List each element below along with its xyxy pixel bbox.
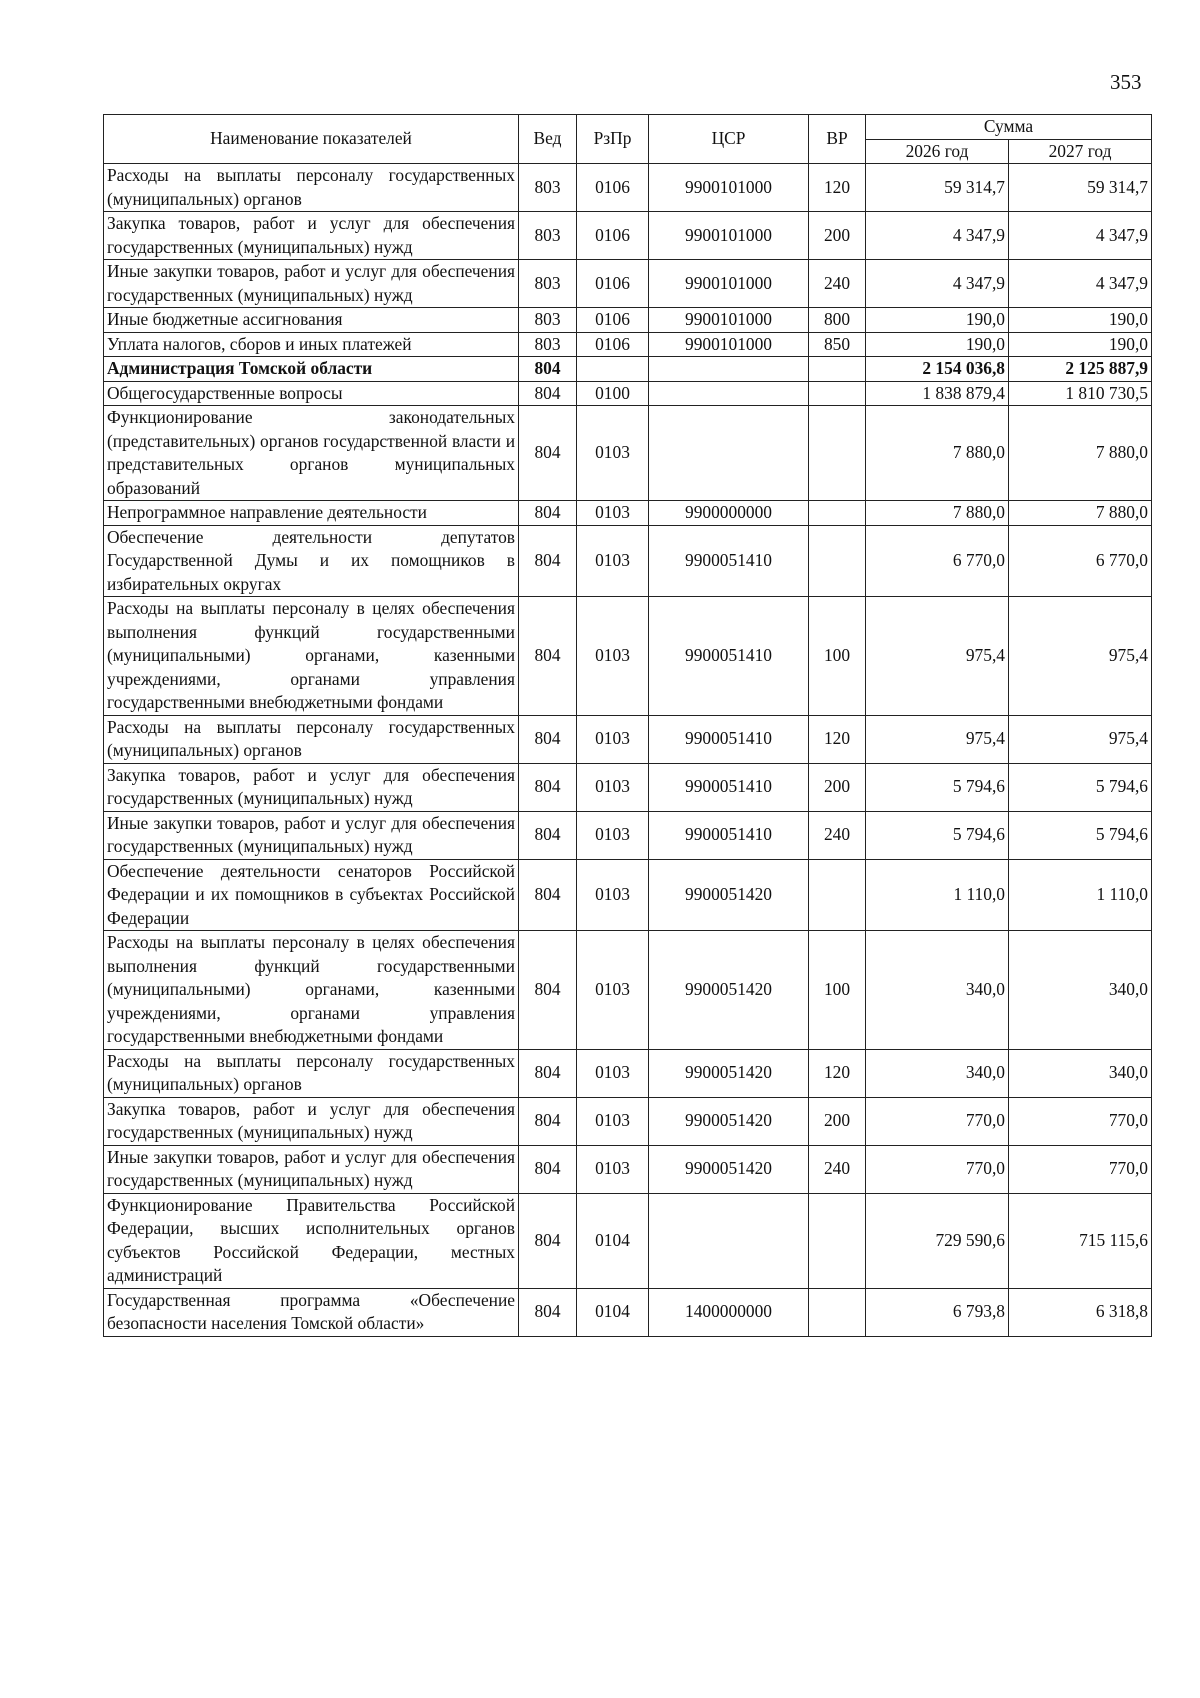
table-header [104,115,1152,164]
cell-name: Иные закупки товаров, работ и услуг для обеспечения государственных (муниципальных) нужд [104,260,519,308]
cell-name: Расходы на выплаты персоналу в целях обеспечения выполнения функций государственными (муниципальными) органами, казенными учреждениями, органами управления государственными внебюджетными фондами [104,931,519,1050]
cell-csr: 9900051420 [649,1049,809,1097]
cell-rzpr: 0104 [577,1193,649,1288]
cell-csr: 1400000000 [649,1288,809,1336]
cell-vr [809,406,866,501]
cell-ved: 804 [519,381,577,406]
table-row [104,1049,1152,1097]
cell-sum-2027: 190,0 [1009,332,1152,357]
cell-rzpr: 0103 [577,859,649,931]
header-name: Наименование показателей [104,115,519,164]
cell-vr [809,501,866,526]
cell-csr [649,406,809,501]
cell-sum-2027: 59 314,7 [1009,164,1152,212]
cell-sum-2026: 1 838 879,4 [866,381,1009,406]
table-row [104,1097,1152,1145]
cell-name: Расходы на выплаты персоналу государственных (муниципальных) органов [104,1049,519,1097]
cell-sum-2026: 7 880,0 [866,406,1009,501]
cell-sum-2027: 5 794,6 [1009,763,1152,811]
cell-rzpr: 0106 [577,308,649,333]
cell-rzpr: 0103 [577,406,649,501]
table-row [104,931,1152,1050]
cell-rzpr: 0106 [577,332,649,357]
cell-sum-2027: 340,0 [1009,931,1152,1050]
cell-csr: 9900051420 [649,1145,809,1193]
cell-name: Функционирование Правительства Российской Федерации, высших исполнительных органов субъектов Российской Федерации, местных администраций [104,1193,519,1288]
table-row [104,859,1152,931]
cell-sum-2026: 340,0 [866,931,1009,1050]
cell-ved: 804 [519,501,577,526]
table-row [104,212,1152,260]
cell-name: Иные закупки товаров, работ и услуг для обеспечения государственных (муниципальных) нужд [104,811,519,859]
cell-rzpr: 0100 [577,381,649,406]
cell-csr: 9900051410 [649,811,809,859]
cell-vr: 800 [809,308,866,333]
header-sum: Сумма [866,115,1152,140]
cell-csr [649,357,809,382]
cell-vr: 100 [809,931,866,1050]
cell-vr: 240 [809,260,866,308]
cell-sum-2027: 4 347,9 [1009,260,1152,308]
cell-sum-2027: 7 880,0 [1009,406,1152,501]
cell-rzpr: 0103 [577,597,649,716]
cell-name: Иные закупки товаров, работ и услуг для обеспечения государственных (муниципальных) нужд [104,1145,519,1193]
header-year-2026: 2026 год [866,139,1009,164]
cell-vr: 200 [809,1097,866,1145]
cell-ved: 804 [519,1145,577,1193]
cell-csr: 9900101000 [649,260,809,308]
cell-ved: 804 [519,1288,577,1336]
table-row [104,1288,1152,1336]
table-row [104,715,1152,763]
cell-sum-2026: 4 347,9 [866,260,1009,308]
cell-rzpr: 0103 [577,763,649,811]
cell-rzpr: 0103 [577,1049,649,1097]
cell-vr: 120 [809,715,866,763]
cell-vr [809,1288,866,1336]
cell-ved: 804 [519,357,577,382]
cell-csr: 9900051410 [649,715,809,763]
cell-name: Расходы на выплаты персоналу в целях обеспечения выполнения функций государственными (муниципальными) органами, казенными учреждениями, органами управления государственными внебюджетными фондами [104,597,519,716]
cell-csr [649,1193,809,1288]
cell-name: Иные бюджетные ассигнования [104,308,519,333]
table-row [104,1193,1152,1288]
page-number: 353 [1110,70,1142,94]
cell-vr: 100 [809,597,866,716]
cell-sum-2027: 340,0 [1009,1049,1152,1097]
cell-name: Функционирование законодательных (представительных) органов государственной власти и представительных органов муниципальных образований [104,406,519,501]
cell-vr: 120 [809,1049,866,1097]
cell-vr: 200 [809,763,866,811]
cell-sum-2026: 770,0 [866,1097,1009,1145]
cell-rzpr: 0104 [577,1288,649,1336]
cell-csr: 9900051420 [649,931,809,1050]
cell-sum-2026: 190,0 [866,308,1009,333]
cell-sum-2027: 1 810 730,5 [1009,381,1152,406]
cell-name: Обеспечение деятельности сенаторов Российской Федерации и их помощников в субъектах Российской Федерации [104,859,519,931]
cell-sum-2027: 2 125 887,9 [1009,357,1152,382]
table-row [104,308,1152,333]
cell-rzpr [577,357,649,382]
cell-sum-2026: 6 793,8 [866,1288,1009,1336]
cell-rzpr: 0103 [577,1145,649,1193]
cell-ved: 804 [519,525,577,597]
cell-ved: 804 [519,859,577,931]
cell-ved: 803 [519,212,577,260]
cell-sum-2027: 975,4 [1009,597,1152,716]
cell-ved: 803 [519,332,577,357]
cell-ved: 804 [519,597,577,716]
cell-ved: 804 [519,931,577,1050]
cell-vr [809,381,866,406]
cell-rzpr: 0103 [577,501,649,526]
cell-ved: 804 [519,1193,577,1288]
cell-ved: 804 [519,1049,577,1097]
table-row [104,406,1152,501]
cell-sum-2027: 6 770,0 [1009,525,1152,597]
cell-vr: 200 [809,212,866,260]
cell-vr: 240 [809,811,866,859]
table-row [104,260,1152,308]
cell-name: Расходы на выплаты персоналу государственных (муниципальных) органов [104,164,519,212]
cell-ved: 804 [519,406,577,501]
cell-csr: 9900051420 [649,1097,809,1145]
header-vr: ВР [809,115,866,164]
cell-sum-2026: 729 590,6 [866,1193,1009,1288]
cell-csr [649,381,809,406]
cell-rzpr: 0103 [577,1097,649,1145]
header-csr: ЦСР [649,115,809,164]
cell-sum-2027: 5 794,6 [1009,811,1152,859]
table-row [104,763,1152,811]
table-row [104,525,1152,597]
cell-sum-2026: 975,4 [866,597,1009,716]
cell-vr: 120 [809,164,866,212]
cell-sum-2026: 190,0 [866,332,1009,357]
cell-vr: 240 [809,1145,866,1193]
cell-csr: 9900051410 [649,763,809,811]
cell-rzpr: 0103 [577,811,649,859]
cell-sum-2026: 975,4 [866,715,1009,763]
cell-vr [809,357,866,382]
cell-name: Непрограммное направление деятельности [104,501,519,526]
cell-sum-2026: 2 154 036,8 [866,357,1009,382]
cell-sum-2027: 7 880,0 [1009,501,1152,526]
cell-name: Закупка товаров, работ и услуг для обеспечения государственных (муниципальных) нужд [104,212,519,260]
header-rzpr: РзПр [577,115,649,164]
cell-ved: 804 [519,763,577,811]
cell-sum-2026: 5 794,6 [866,811,1009,859]
cell-sum-2027: 4 347,9 [1009,212,1152,260]
cell-ved: 803 [519,308,577,333]
cell-csr: 9900051410 [649,525,809,597]
cell-rzpr: 0106 [577,260,649,308]
cell-csr: 9900051410 [649,597,809,716]
cell-name: Расходы на выплаты персоналу государственных (муниципальных) органов [104,715,519,763]
cell-name: Закупка товаров, работ и услуг для обеспечения государственных (муниципальных) нужд [104,1097,519,1145]
cell-rzpr: 0106 [577,164,649,212]
table-row [104,357,1152,382]
cell-sum-2027: 770,0 [1009,1097,1152,1145]
table-row [104,597,1152,716]
cell-rzpr: 0103 [577,931,649,1050]
cell-name: Общегосударственные вопросы [104,381,519,406]
cell-name: Государственная программа «Обеспечение безопасности населения Томской области» [104,1288,519,1336]
cell-ved: 804 [519,811,577,859]
cell-sum-2026: 5 794,6 [866,763,1009,811]
cell-sum-2026: 7 880,0 [866,501,1009,526]
table-row [104,811,1152,859]
cell-ved: 803 [519,164,577,212]
cell-name: Администрация Томской области [104,357,519,382]
budget-table [103,114,1152,1337]
cell-sum-2027: 715 115,6 [1009,1193,1152,1288]
cell-sum-2026: 59 314,7 [866,164,1009,212]
cell-rzpr: 0106 [577,212,649,260]
cell-ved: 804 [519,1097,577,1145]
cell-csr: 9900101000 [649,332,809,357]
cell-ved: 804 [519,715,577,763]
table-row [104,332,1152,357]
cell-sum-2026: 4 347,9 [866,212,1009,260]
table-row [104,1145,1152,1193]
cell-vr: 850 [809,332,866,357]
cell-csr: 9900101000 [649,308,809,333]
cell-sum-2027: 770,0 [1009,1145,1152,1193]
cell-sum-2027: 6 318,8 [1009,1288,1152,1336]
cell-sum-2026: 770,0 [866,1145,1009,1193]
table-row [104,164,1152,212]
cell-sum-2026: 6 770,0 [866,525,1009,597]
cell-vr [809,525,866,597]
cell-csr: 9900101000 [649,164,809,212]
cell-csr: 9900101000 [649,212,809,260]
cell-rzpr: 0103 [577,525,649,597]
cell-rzpr: 0103 [577,715,649,763]
cell-sum-2027: 975,4 [1009,715,1152,763]
cell-csr: 9900000000 [649,501,809,526]
table-row [104,501,1152,526]
cell-sum-2027: 190,0 [1009,308,1152,333]
table-body [104,164,1152,1337]
cell-vr [809,1193,866,1288]
header-ved: Вед [519,115,577,164]
table-row [104,381,1152,406]
header-year-2027: 2027 год [1009,139,1152,164]
cell-sum-2027: 1 110,0 [1009,859,1152,931]
cell-name: Обеспечение деятельности депутатов Государственной Думы и их помощников в избирательных округах [104,525,519,597]
cell-sum-2026: 340,0 [866,1049,1009,1097]
cell-name: Закупка товаров, работ и услуг для обеспечения государственных (муниципальных) нужд [104,763,519,811]
cell-sum-2026: 1 110,0 [866,859,1009,931]
cell-name: Уплата налогов, сборов и иных платежей [104,332,519,357]
cell-ved: 803 [519,260,577,308]
cell-vr [809,859,866,931]
cell-csr: 9900051420 [649,859,809,931]
